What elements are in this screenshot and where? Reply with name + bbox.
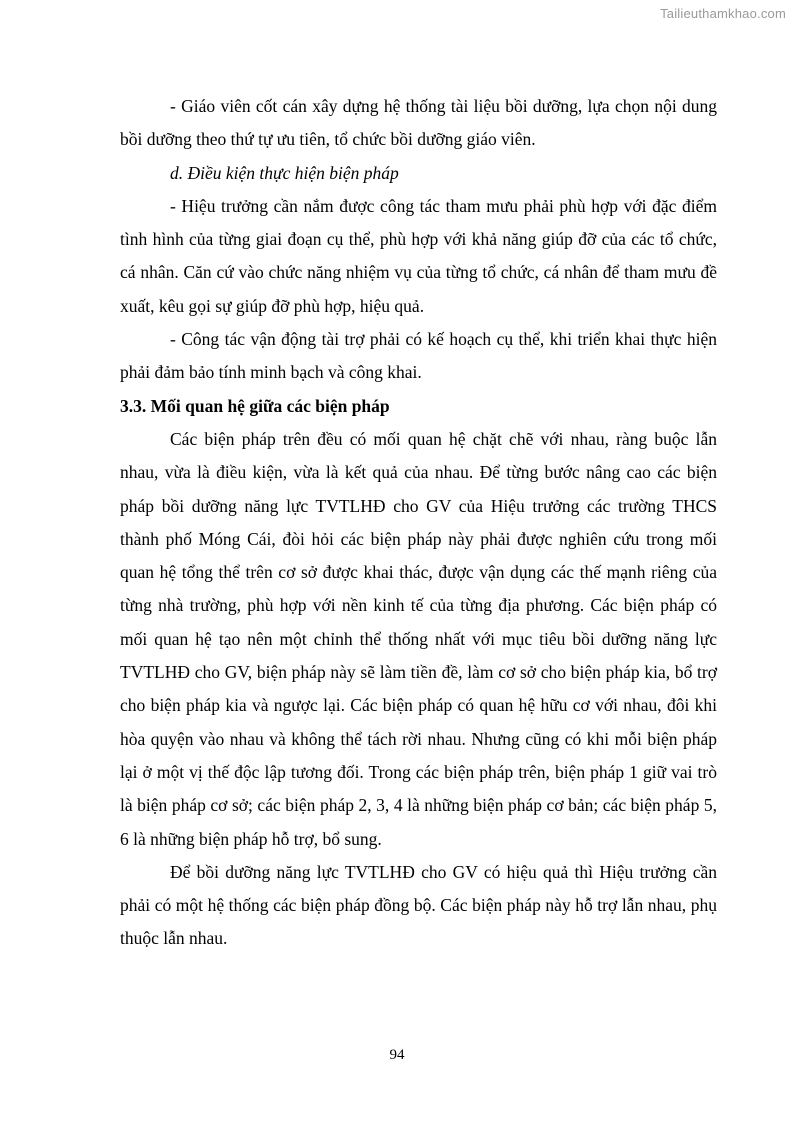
page-number: 94 — [389, 1047, 405, 1063]
watermark: Tailieuthamkhao.com — [660, 6, 786, 21]
paragraph-synchronous-measures: Để bồi dưỡng năng lực TVTLHĐ cho GV có hiệu quả thì Hiệu trưởng cần phải có một hệ thống các biện pháp đồng bộ. Các biện pháp này hỗ trợ lẫn nhau, phụ thuộc lẫn nhau. — [120, 861, 717, 949]
paragraph-sponsorship-plan: - Công tác vận động tài trợ phải có kế hoạch cụ thể, khi triển khai thực hiện phải đảm bảo tính minh bạch và công khai. — [120, 329, 717, 383]
paragraph-principal-advisory: - Hiệu trưởng cần nắm được công tác tham mưu phải phù hợp với đặc điểm tình hình của từng giai đoạn cụ thể, phù hợp với khả năng giúp đỡ của các tổ chức, cá nhân. Căn cứ vào chức năng nhiệm vụ của từng tổ chức, cá nhân để tham mưu đề xuất, kêu gọi sự giúp đỡ phù hợp, hiệu quả. — [120, 195, 717, 316]
subheading-implementation-conditions: d. Điều kiện thực hiện biện pháp — [170, 162, 399, 183]
paragraph-teacher-core-materials: - Giáo viên cốt cán xây dựng hệ thống tài liệu bồi dưỡng, lựa chọn nội dung bồi dưỡng theo thứ tự ưu tiên, tổ chức bồi dưỡng giáo viên. — [120, 96, 717, 150]
section-heading-3-3: 3.3. Mối quan hệ giữa các biện pháp — [120, 395, 390, 416]
paragraph-measures-relationship: Các biện pháp trên đều có mối quan hệ chặt chẽ với nhau, ràng buộc lẫn nhau, vừa là điều kiện, vừa là kết quả của nhau. Để từng bước nâng cao các biện pháp bồi dưỡng năng lực TVTLHĐ cho GV của Hiệu trưởng các trường THCS thành phố Móng Cái, đòi hỏi các biện pháp này phải được nghiên cứu trong mối quan hệ tổng thể trên cơ sở được khai thác, được vận dụng các thế mạnh riêng của từng nhà trường, phù hợp với nền kinh tế của từng địa phương. Các biện pháp có mối quan hệ tạo nên một chỉnh thể thống nhất với mục tiêu bồi dưỡng năng lực TVTLHĐ cho GV, biện pháp này sẽ làm tiền đề, làm cơ sở cho biện pháp kia, bổ trợ cho biện pháp kia và ngược lại. Các biện pháp có quan hệ hữu cơ với nhau, đôi khi hòa quyện vào nhau và không thể tách rời nhau. Nhưng cũng có khi mỗi biện pháp lại ở một vị thế độc lập tương đối. Trong các biện pháp trên, biện pháp 1 giữ vai trò là biện pháp cơ sở; các biện pháp 2, 3, 4 là những biện pháp cơ bản; các biện pháp 5, 6 là những biện pháp hỗ trợ, bổ sung. — [120, 428, 717, 849]
page-body — [120, 90, 717, 956]
